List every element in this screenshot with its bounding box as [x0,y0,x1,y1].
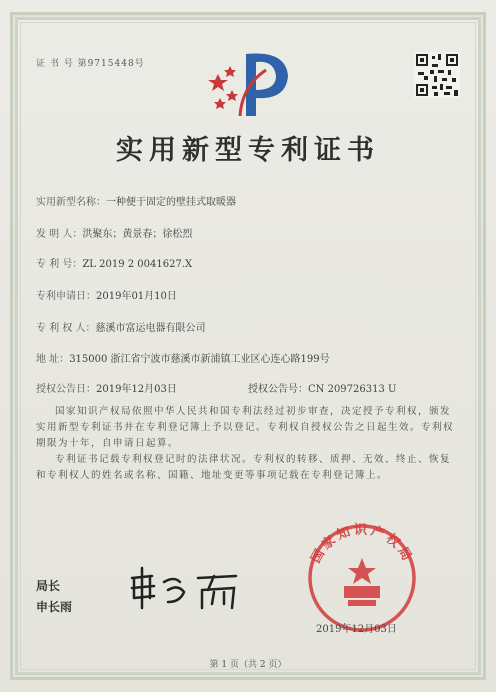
document-title: 实用新型专利证书 [116,135,380,166]
field-patentee [36,319,206,334]
seal-text: 国家知识产权局 [308,523,416,566]
field-grant-date [36,380,177,395]
field-label: 专 利 号： [36,259,83,270]
director-name: 申长雨 [36,600,73,614]
field-value: 洪聚东；黄景春；徐松烈 [82,229,193,240]
field-value: 2019年01月10日 [96,291,177,302]
field-label: 地 址： [36,354,70,365]
field-label: 授权公告号： [248,384,308,395]
field-label: 授权公告日： [36,384,96,395]
page-footer: 第 1 页（共 2 页） [209,660,287,670]
handwritten-signature-icon [124,564,254,614]
legal-status-paragraph: 专利证书记载专利权登记时的法律状况。专利权的转移、质押、无效、终止、恢复和专利权人的姓名或名称、国籍、地址变更等事项记载在专利登记簿上。 [36,454,452,481]
field-label: 实用新型名称： [36,197,106,208]
cnipa-logo-icon [206,46,298,118]
seal-date: 2019年12月03日 [316,624,397,635]
field-application-date [36,287,177,302]
field-value: 2019年12月03日 [96,384,177,395]
official-seal-icon [292,514,432,634]
field-value: CN 209726313 U [308,384,397,395]
field-grant-number [248,380,396,395]
field-address [36,350,330,365]
field-label: 专 利 权 人： [36,323,96,334]
field-label: 发 明 人： [36,229,83,240]
qr-code-icon [414,52,460,98]
grant-statement-paragraph: 国家知识产权局依照中华人民共和国专利法经过初步审查，决定授予专利权，颁发实用新型专利证书并在专利登记簿上予以登记。专利权自授权公告之日起生效。专利权期限为十年，自申请日起算。 [36,406,455,449]
field-patent-number [36,255,192,270]
certificate-number: 证 书 号 第9715448号 [36,59,145,69]
field-value: 慈溪市富运电器有限公司 [95,323,206,334]
field-value: 一种便于固定的壁挂式取暖器 [106,197,236,208]
field-label: 专利申请日： [36,291,96,302]
field-value: ZL 2019 2 0041627.X [82,259,193,270]
field-utility-model-name [36,193,236,208]
field-value: 315000 浙江省宁波市慈溪市新浦镇工业区心连心路199号 [69,354,330,365]
director-title: 局长 [36,579,61,593]
field-inventor [36,225,192,240]
